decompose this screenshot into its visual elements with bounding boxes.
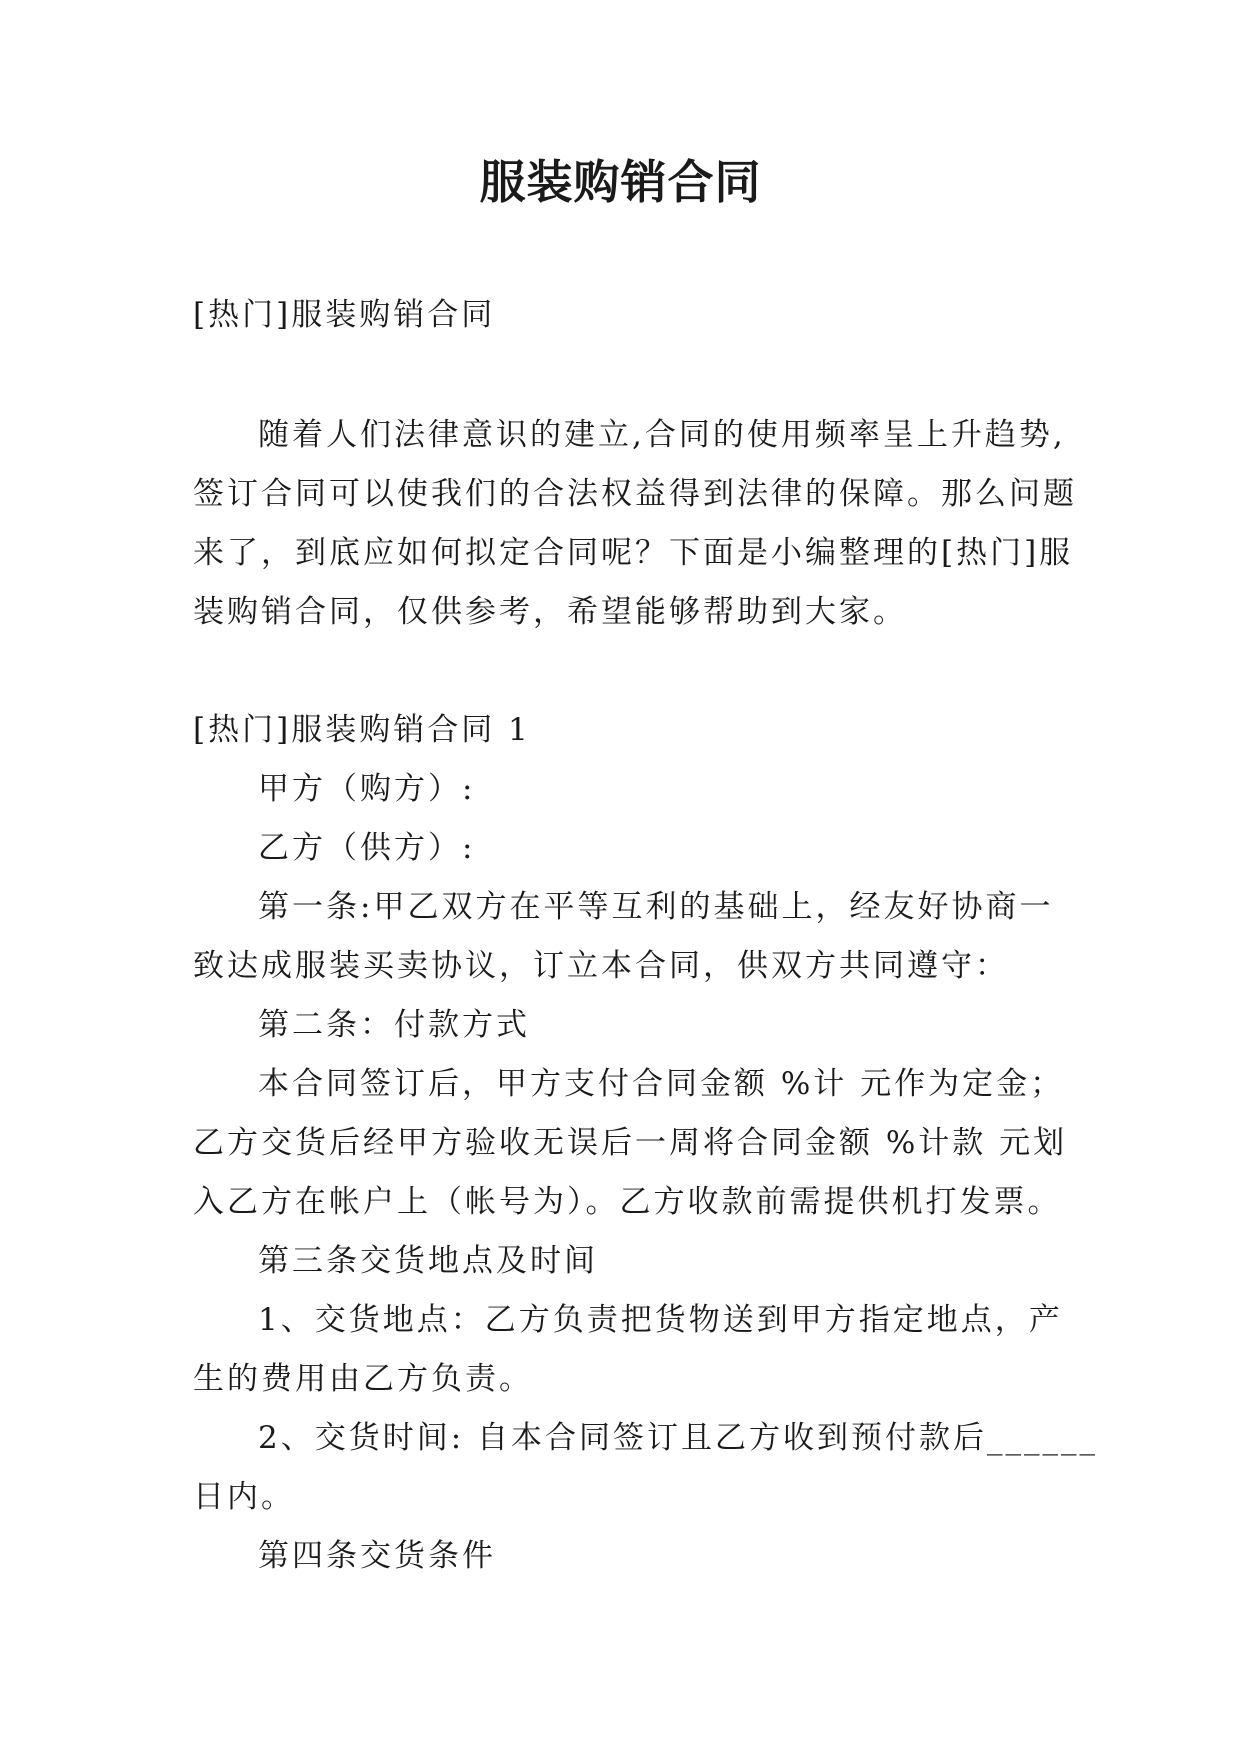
buyer-party-line: 甲方（购方）:	[258, 771, 476, 807]
delivery-time-line-1: 2、交货时间: 自本合同签订且乙方收到预付款后______	[258, 1420, 1099, 1456]
article-one-line-1: 第一条:甲乙双方在平等互利的基础上，经友好协商一	[258, 889, 1054, 925]
payment-line-2: 乙方交货后经甲方验收无误后一周将合同金额 %计款 元划	[193, 1125, 1068, 1161]
article-two-heading: 第二条：付款方式	[258, 1007, 530, 1043]
intro-line-3: 来了，到底应如何拟定合同呢？下面是小编整理的[热门]服	[193, 535, 1074, 571]
intro-line-4: 装购销合同，仅供参考，希望能够帮助到大家。	[193, 594, 907, 630]
intro-line-1: 随着人们法律意识的建立,合同的使用频率呈上升趋势,	[258, 417, 1066, 453]
article-three-heading: 第三条交货地点及时间	[258, 1243, 598, 1279]
article-one-line-2: 致达成服装买卖协议，订立本合同，供双方共同遵守：	[193, 948, 1009, 984]
section-heading: [热门]服装购销合同 1	[193, 712, 531, 748]
delivery-place-line-1: 1、交货地点：乙方负责把货物送到甲方指定地点，产	[258, 1302, 1063, 1338]
payment-line-1: 本合同签订后，甲方支付合同金额 %计 元作为定金；	[258, 1066, 1065, 1102]
payment-line-3: 入乙方在帐户上（帐号为）。乙方收款前需提供机打发票。	[193, 1184, 1062, 1220]
delivery-time-line-2: 日内。	[193, 1479, 295, 1515]
article-four-heading: 第四条交货条件	[258, 1538, 496, 1574]
delivery-place-line-2: 生的费用由乙方负责。	[193, 1361, 533, 1397]
document-subtitle: [热门]服装购销合同	[193, 297, 496, 333]
supplier-party-line: 乙方（供方）:	[258, 830, 476, 866]
document-title: 服装购销合同	[479, 155, 762, 209]
intro-line-2: 签订合同可以使我们的合法权益得到法律的保障。那么问题	[193, 476, 1077, 512]
